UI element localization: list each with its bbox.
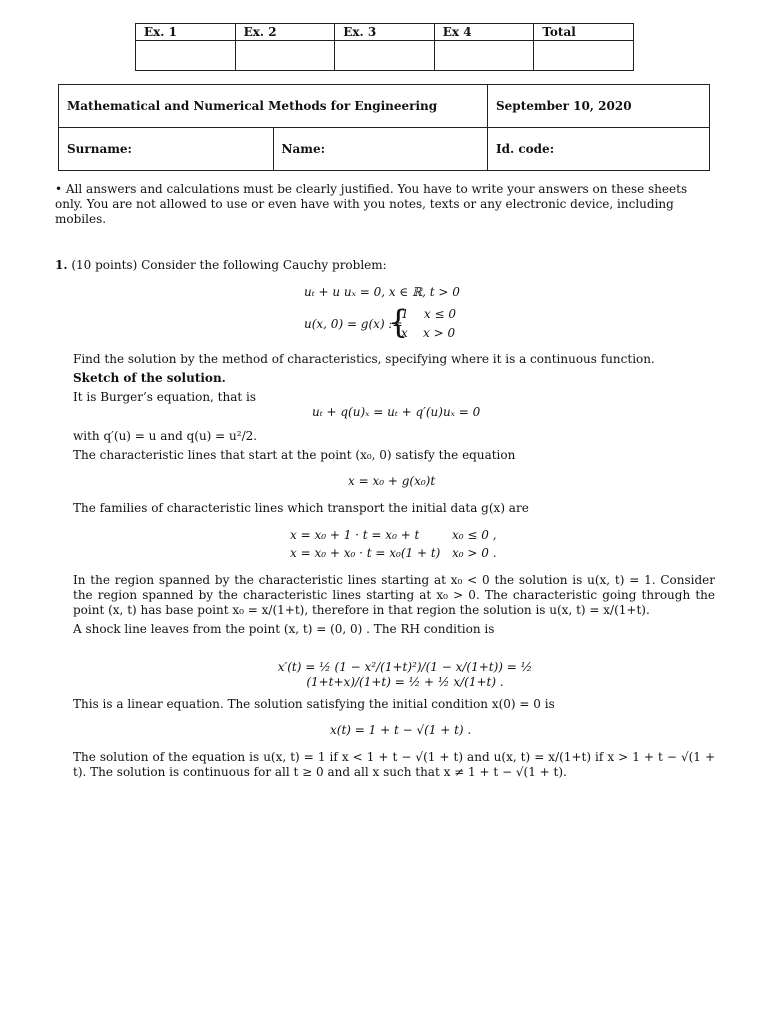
problem-number: 1. bbox=[55, 258, 68, 272]
score-header-ex4: Ex 4 bbox=[434, 24, 534, 41]
score-header-ex2: Ex. 2 bbox=[235, 24, 335, 41]
task-text: Find the solution by the method of characteristics, specifying where it is a continuous function. bbox=[73, 352, 655, 366]
score-cell-total bbox=[534, 41, 634, 71]
rh-condition-equation: x′(t) = ½ (1 − x²/(1+t)²)/(1 − x/(1+t)) = ½ (1+t+x)/(1+t) = ½ + ½ x/(1+t) . bbox=[277, 660, 533, 689]
score-table bbox=[135, 23, 634, 71]
exam-info-table bbox=[58, 84, 710, 171]
family2-condition: x₀ > 0 . bbox=[452, 546, 497, 560]
linear-text: This is a linear equation. The solution satisfying the initial condition x(0) = 0 is bbox=[73, 697, 555, 711]
initial-condition-case2: x x > 0 bbox=[401, 326, 456, 340]
family1-condition: x₀ ≤ 0 , bbox=[452, 528, 497, 542]
problem-intro bbox=[55, 258, 715, 273]
initial-condition-case1: 1 x ≤ 0 bbox=[401, 307, 456, 321]
brace-symbol: { bbox=[388, 303, 409, 341]
score-cell-ex3 bbox=[335, 41, 435, 71]
with-q-text: with q′(u) = u and q(u) = u²/2. bbox=[73, 429, 258, 443]
families-text: The families of characteristic lines which transport the initial data g(x) are bbox=[73, 501, 529, 515]
char-equation: x = x₀ + g(x₀)t bbox=[348, 474, 436, 488]
exam-date: September 10, 2020 bbox=[488, 85, 710, 128]
surname-label: Surname: bbox=[59, 128, 274, 171]
name-label: Name: bbox=[273, 128, 488, 171]
score-header-ex1: Ex. 1 bbox=[136, 24, 236, 41]
sketch-title: Sketch of the solution. bbox=[73, 371, 226, 385]
course-title: Mathematical and Numerical Methods for Engineering bbox=[59, 85, 488, 128]
score-header-total: Total bbox=[534, 24, 634, 41]
instructions: • All answers and calculations must be clearly justified. You have to write your answers on these sheets only. You are not allowed to use or even have with you notes, texts or any electronic device, including mobiles. bbox=[55, 182, 688, 226]
id-code-label: Id. code: bbox=[488, 128, 710, 171]
score-cell-ex2 bbox=[235, 41, 335, 71]
pde-equation: uₜ + u uₓ = 0, x ∈ ℝ, t > 0 bbox=[304, 285, 460, 299]
burgers-equation: uₜ + q(u)ₓ = uₜ + q′(u)uₓ = 0 bbox=[312, 405, 481, 419]
family2-equation: x = x₀ + x₀ · t = x₀(1 + t) bbox=[290, 546, 441, 560]
problem-intro-text: (10 points) Consider the following Cauchy problem: bbox=[71, 258, 387, 272]
family1-equation: x = x₀ + 1 · t = x₀ + t bbox=[290, 528, 420, 542]
shock-text: A shock line leaves from the point (x, t) = (0, 0) . The RH condition is bbox=[73, 622, 495, 636]
final-text: The solution of the equation is u(x, t) = 1 if x < 1 + t − √(1 + t) and u(x, t) = x/(1+t) if x > 1 + t − √(1 + t). The solution is continuous for all t ≥ 0 and all x such that x ≠ 1 + t − √(1 + t). bbox=[73, 750, 715, 779]
burgers-text: It is Burger’s equation, that is bbox=[73, 390, 257, 404]
shock-solution: x(t) = 1 + t − √(1 + t) . bbox=[330, 723, 472, 737]
score-cell-ex1 bbox=[136, 41, 236, 71]
score-cell-ex4 bbox=[434, 41, 534, 71]
char-lines-text: The characteristic lines that start at the point (x₀, 0) satisfy the equation bbox=[73, 448, 516, 462]
region-text: In the region spanned by the characteristic lines starting at x₀ < 0 the solution is u(x, t) = 1. Consider the region spanned by the characteristic lines starting at x₀ > 0. The characteristic going through the point (x, t) has base point x₀ = x/(1+t), therefore in that region the solution is u(x, t) = x/(1+t). bbox=[73, 573, 715, 617]
score-header-ex3: Ex. 3 bbox=[335, 24, 435, 41]
initial-condition-left: u(x, 0) = g(x) := bbox=[304, 317, 403, 331]
